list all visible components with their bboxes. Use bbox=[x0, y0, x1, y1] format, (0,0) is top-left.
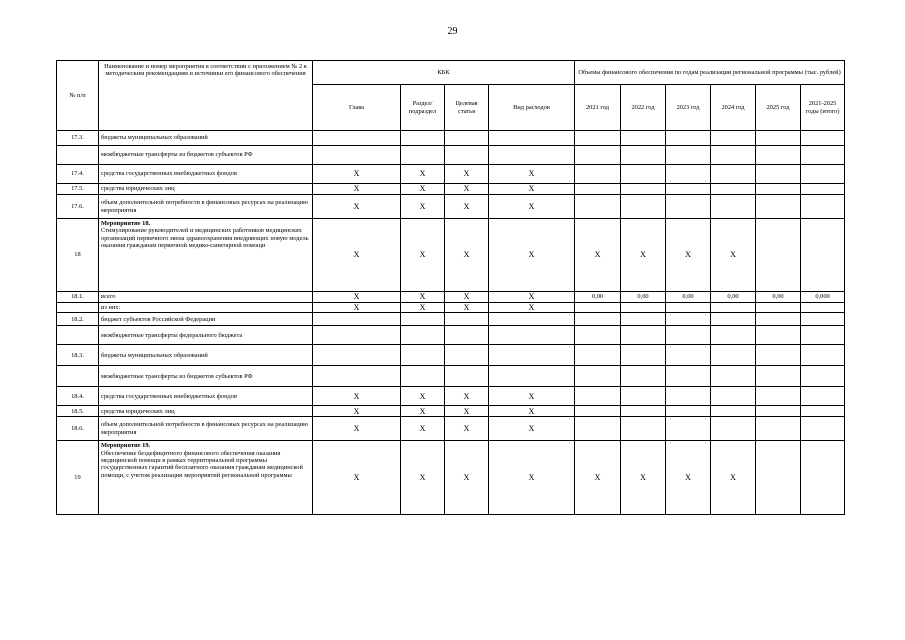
year-value-cell bbox=[666, 366, 711, 387]
kbk-cell bbox=[401, 131, 445, 146]
row-number bbox=[57, 303, 99, 313]
row-name-text: Обеспечение бездефицитного финансового обеспечения оказания медицинской помощи в рамках территориальной программы государственных гарантий бесплатного оказания гражданам медицинской помощи, с учетом реализации мероприятий региональной программы bbox=[101, 449, 303, 479]
year-2025-header: 2025 год bbox=[756, 85, 801, 131]
glava-header: Глава bbox=[313, 85, 401, 131]
year-value-cell bbox=[801, 366, 845, 387]
row-name bbox=[99, 326, 313, 345]
year-value-cell bbox=[666, 406, 711, 417]
year-value-cell bbox=[575, 366, 621, 387]
kbk-cell: X bbox=[401, 219, 445, 292]
year-value-cell bbox=[711, 406, 756, 417]
year-value-cell bbox=[575, 345, 621, 366]
vid-header: Вид расходов bbox=[489, 85, 575, 131]
kbk-cell: X bbox=[445, 387, 489, 406]
year-value-cell bbox=[801, 417, 845, 441]
year-value-cell bbox=[575, 303, 621, 313]
kbk-cell: X bbox=[401, 417, 445, 441]
year-value-cell bbox=[575, 417, 621, 441]
year-value-cell bbox=[621, 131, 666, 146]
kbk-cell: X bbox=[313, 417, 401, 441]
year-value-cell: 0,00 bbox=[666, 292, 711, 303]
row-name-text: средства государственных внебюджетных фондов bbox=[101, 392, 237, 400]
year-value-cell: X bbox=[711, 219, 756, 292]
table-row bbox=[57, 303, 845, 313]
year-value-cell bbox=[801, 146, 845, 165]
measure-title: Мероприятие 19. bbox=[101, 442, 151, 450]
year-value-cell bbox=[666, 313, 711, 326]
year-value-cell bbox=[801, 184, 845, 195]
year-value-cell bbox=[756, 406, 801, 417]
kbk-cell: X bbox=[489, 417, 575, 441]
kbk-cell: X bbox=[445, 441, 489, 515]
year-value-cell bbox=[666, 417, 711, 441]
table-row bbox=[57, 219, 845, 292]
row-number: 17.6. bbox=[57, 195, 99, 219]
volume-header: Объемы финансового обеспечения по годам реализации региональной программы (тыс. рублей) bbox=[575, 61, 845, 85]
row-number: 17.5. bbox=[57, 184, 99, 195]
kbk-cell: X bbox=[445, 219, 489, 292]
kbk-cell bbox=[401, 345, 445, 366]
page-number: 29 bbox=[447, 26, 458, 37]
col-num-header: № п/п bbox=[57, 61, 99, 131]
table-row bbox=[57, 195, 845, 219]
kbk-cell: X bbox=[401, 165, 445, 184]
row-name bbox=[99, 417, 313, 441]
row-number: 19 bbox=[57, 441, 99, 515]
year-value-cell: 0,000 bbox=[801, 292, 845, 303]
kbk-cell bbox=[401, 326, 445, 345]
year-value-cell bbox=[756, 366, 801, 387]
year-value-cell bbox=[621, 195, 666, 219]
year-value-cell: 0,00 bbox=[621, 292, 666, 303]
year-value-cell bbox=[575, 313, 621, 326]
year-value-cell bbox=[575, 326, 621, 345]
row-number: 18.3. bbox=[57, 345, 99, 366]
kbk-cell: X bbox=[313, 195, 401, 219]
row-name bbox=[99, 345, 313, 366]
year-value-cell bbox=[711, 131, 756, 146]
year-value-cell bbox=[756, 417, 801, 441]
table-row bbox=[57, 165, 845, 184]
kbk-cell bbox=[401, 146, 445, 165]
kbk-cell bbox=[445, 131, 489, 146]
year-value-cell bbox=[711, 387, 756, 406]
kbk-cell: X bbox=[313, 292, 401, 303]
row-name-text: средства государственных внебюджетных фондов bbox=[101, 170, 237, 178]
kbk-cell bbox=[313, 366, 401, 387]
row-name bbox=[99, 146, 313, 165]
kbk-cell bbox=[313, 313, 401, 326]
year-value-cell bbox=[711, 195, 756, 219]
year-value-cell bbox=[801, 303, 845, 313]
row-name-text: средства юридических лиц bbox=[101, 185, 175, 193]
table-row bbox=[57, 387, 845, 406]
total-header: 2021-2025 годы (итого) bbox=[801, 85, 845, 131]
row-name-text: бюджеты муниципальных образований bbox=[101, 351, 208, 359]
table-row bbox=[57, 406, 845, 417]
year-value-cell bbox=[801, 387, 845, 406]
kbk-cell: X bbox=[313, 387, 401, 406]
kbk-cell: X bbox=[489, 219, 575, 292]
kbk-cell bbox=[445, 345, 489, 366]
year-value-cell bbox=[666, 165, 711, 184]
kbk-cell bbox=[445, 313, 489, 326]
kbk-cell bbox=[489, 146, 575, 165]
kbk-cell: X bbox=[401, 387, 445, 406]
year-value-cell bbox=[756, 313, 801, 326]
year-value-cell: 0,00 bbox=[711, 292, 756, 303]
kbk-cell bbox=[445, 326, 489, 345]
row-number: 17.3. bbox=[57, 131, 99, 146]
year-value-cell bbox=[756, 146, 801, 165]
financing-table bbox=[56, 60, 845, 515]
row-name-text: бюджет субъектов Российской Федерации bbox=[101, 315, 216, 323]
year-value-cell bbox=[801, 195, 845, 219]
year-value-cell bbox=[756, 195, 801, 219]
row-name-text: Стимулирование руководителей и медицинских работников медицинских организаций первичного звена здравоохранения внедряющих новую модель оказания гражданам первичной медико-санитарной помощи bbox=[101, 227, 309, 250]
year-value-cell bbox=[756, 165, 801, 184]
kbk-cell bbox=[313, 326, 401, 345]
year-value-cell bbox=[711, 313, 756, 326]
year-value-cell bbox=[575, 131, 621, 146]
year-value-cell bbox=[666, 387, 711, 406]
year-value-cell bbox=[756, 184, 801, 195]
kbk-cell: X bbox=[445, 165, 489, 184]
year-value-cell bbox=[575, 146, 621, 165]
kbk-cell: X bbox=[313, 441, 401, 515]
kbk-cell bbox=[313, 131, 401, 146]
year-value-cell bbox=[756, 441, 801, 515]
row-name bbox=[99, 366, 313, 387]
row-number: 18.2. bbox=[57, 313, 99, 326]
year-value-cell bbox=[621, 313, 666, 326]
kbk-cell: X bbox=[489, 165, 575, 184]
kbk-cell: X bbox=[401, 195, 445, 219]
table-row bbox=[57, 366, 845, 387]
kbk-cell bbox=[401, 313, 445, 326]
kbk-cell: X bbox=[401, 406, 445, 417]
kbk-cell: X bbox=[489, 292, 575, 303]
kbk-cell bbox=[313, 146, 401, 165]
row-name bbox=[99, 303, 313, 313]
row-name bbox=[99, 165, 313, 184]
year-value-cell: X bbox=[666, 219, 711, 292]
row-name-text: средства юридических лиц bbox=[101, 407, 175, 415]
year-value-cell bbox=[711, 165, 756, 184]
razdel-header: Раздел/ подраздел bbox=[401, 85, 445, 131]
table-row bbox=[57, 326, 845, 345]
year-value-cell: X bbox=[621, 219, 666, 292]
kbk-cell: X bbox=[401, 184, 445, 195]
year-value-cell bbox=[756, 219, 801, 292]
kbk-cell: X bbox=[489, 195, 575, 219]
year-value-cell bbox=[621, 387, 666, 406]
year-value-cell bbox=[621, 326, 666, 345]
year-value-cell bbox=[575, 387, 621, 406]
row-name-text: объем дополнительной потребности в финансовых ресурсах на реализацию мероприятия bbox=[101, 421, 308, 436]
year-value-cell bbox=[801, 313, 845, 326]
kbk-cell: X bbox=[401, 303, 445, 313]
row-name-text: межбюджетные трансферты федерального бюджета bbox=[101, 331, 243, 339]
year-value-cell bbox=[575, 165, 621, 184]
kbk-cell bbox=[445, 146, 489, 165]
kbk-cell: X bbox=[445, 417, 489, 441]
kbk-cell bbox=[489, 313, 575, 326]
row-name-text: межбюджетные трансферты из бюджетов субъектов РФ bbox=[101, 372, 253, 380]
table-body bbox=[57, 131, 845, 515]
year-value-cell bbox=[666, 195, 711, 219]
kbk-cell: X bbox=[489, 303, 575, 313]
year-value-cell bbox=[756, 303, 801, 313]
kbk-cell: X bbox=[313, 165, 401, 184]
measure-title: Мероприятие 18. bbox=[101, 220, 151, 227]
year-value-cell bbox=[801, 345, 845, 366]
row-number: 18.1. bbox=[57, 292, 99, 303]
row-name bbox=[99, 195, 313, 219]
kbk-cell bbox=[489, 131, 575, 146]
row-name-text: бюджеты муниципальных образований bbox=[101, 134, 208, 142]
year-value-cell: X bbox=[575, 441, 621, 515]
kbk-cell: X bbox=[445, 195, 489, 219]
row-number: 18.6. bbox=[57, 417, 99, 441]
kbk-cell: X bbox=[445, 406, 489, 417]
year-value-cell bbox=[666, 131, 711, 146]
kbk-cell bbox=[445, 366, 489, 387]
year-value-cell bbox=[801, 131, 845, 146]
row-name bbox=[99, 406, 313, 417]
year-value-cell bbox=[711, 345, 756, 366]
kbk-cell bbox=[489, 345, 575, 366]
year-value-cell bbox=[711, 303, 756, 313]
year-value-cell bbox=[621, 406, 666, 417]
year-value-cell bbox=[711, 326, 756, 345]
year-value-cell bbox=[666, 184, 711, 195]
year-value-cell bbox=[801, 441, 845, 515]
year-value-cell bbox=[666, 326, 711, 345]
kbk-cell: X bbox=[445, 292, 489, 303]
row-name bbox=[99, 387, 313, 406]
table-row bbox=[57, 184, 845, 195]
row-number: 18.4. bbox=[57, 387, 99, 406]
statya-header: Целевая статья bbox=[445, 85, 489, 131]
year-value-cell: X bbox=[621, 441, 666, 515]
table-row bbox=[57, 417, 845, 441]
year-value-cell bbox=[756, 326, 801, 345]
year-value-cell bbox=[575, 184, 621, 195]
year-value-cell bbox=[801, 326, 845, 345]
year-value-cell bbox=[666, 146, 711, 165]
year-value-cell bbox=[801, 406, 845, 417]
year-value-cell bbox=[711, 146, 756, 165]
row-name bbox=[99, 441, 313, 515]
table-row bbox=[57, 292, 845, 303]
year-value-cell: 0,00 bbox=[756, 292, 801, 303]
col-name-header: Наименование и номер мероприятия в соответствии с приложением № 2 к методическим рекомендациям и источники его финансового обеспечения bbox=[99, 61, 313, 131]
year-value-cell bbox=[621, 303, 666, 313]
table-row bbox=[57, 313, 845, 326]
kbk-cell bbox=[313, 345, 401, 366]
year-value-cell bbox=[801, 165, 845, 184]
kbk-header: КБК bbox=[313, 61, 575, 85]
year-value-cell bbox=[575, 195, 621, 219]
year-value-cell bbox=[711, 417, 756, 441]
kbk-cell: X bbox=[401, 292, 445, 303]
table-row bbox=[57, 345, 845, 366]
kbk-cell bbox=[489, 366, 575, 387]
year-value-cell bbox=[711, 366, 756, 387]
row-name bbox=[99, 184, 313, 195]
row-number bbox=[57, 326, 99, 345]
row-name-text: объем дополнительной потребности в финансовых ресурсах на реализацию мероприятия bbox=[101, 199, 308, 214]
row-name-text: из них: bbox=[101, 303, 121, 311]
year-value-cell bbox=[621, 146, 666, 165]
kbk-cell: X bbox=[489, 184, 575, 195]
year-value-cell bbox=[621, 165, 666, 184]
row-name bbox=[99, 292, 313, 303]
year-value-cell bbox=[756, 131, 801, 146]
row-number: 18 bbox=[57, 219, 99, 292]
year-value-cell bbox=[621, 366, 666, 387]
row-name-text: всего bbox=[101, 293, 116, 301]
table-row bbox=[57, 131, 845, 146]
year-value-cell bbox=[575, 406, 621, 417]
row-number bbox=[57, 146, 99, 165]
row-number: 17.4. bbox=[57, 165, 99, 184]
year-2024-header: 2024 год bbox=[711, 85, 756, 131]
year-value-cell: X bbox=[575, 219, 621, 292]
kbk-cell: X bbox=[445, 303, 489, 313]
kbk-cell: X bbox=[313, 303, 401, 313]
year-value-cell: 0,00 bbox=[575, 292, 621, 303]
kbk-cell: X bbox=[401, 441, 445, 515]
year-value-cell: X bbox=[711, 441, 756, 515]
year-value-cell: X bbox=[666, 441, 711, 515]
row-name bbox=[99, 219, 313, 292]
year-value-cell bbox=[621, 345, 666, 366]
year-2021-header: 2021 год bbox=[575, 85, 621, 131]
year-value-cell bbox=[621, 417, 666, 441]
year-value-cell bbox=[756, 345, 801, 366]
year-value-cell bbox=[756, 387, 801, 406]
row-name bbox=[99, 131, 313, 146]
kbk-cell: X bbox=[313, 184, 401, 195]
year-value-cell bbox=[666, 303, 711, 313]
row-name bbox=[99, 313, 313, 326]
year-value-cell bbox=[711, 184, 756, 195]
kbk-cell bbox=[401, 366, 445, 387]
kbk-cell: X bbox=[445, 184, 489, 195]
year-value-cell bbox=[621, 184, 666, 195]
year-2022-header: 2022 год bbox=[621, 85, 666, 131]
kbk-cell: X bbox=[489, 406, 575, 417]
kbk-cell: X bbox=[313, 219, 401, 292]
year-2023-header: 2023 год bbox=[666, 85, 711, 131]
table-row bbox=[57, 146, 845, 165]
row-number: 18.5. bbox=[57, 406, 99, 417]
kbk-cell: X bbox=[489, 441, 575, 515]
year-value-cell bbox=[666, 345, 711, 366]
kbk-cell: X bbox=[313, 406, 401, 417]
table-row bbox=[57, 441, 845, 515]
kbk-cell bbox=[489, 326, 575, 345]
kbk-cell: X bbox=[489, 387, 575, 406]
row-number bbox=[57, 366, 99, 387]
row-name-text: межбюджетные трансферты из бюджетов субъектов РФ bbox=[101, 151, 253, 159]
year-value-cell bbox=[801, 219, 845, 292]
